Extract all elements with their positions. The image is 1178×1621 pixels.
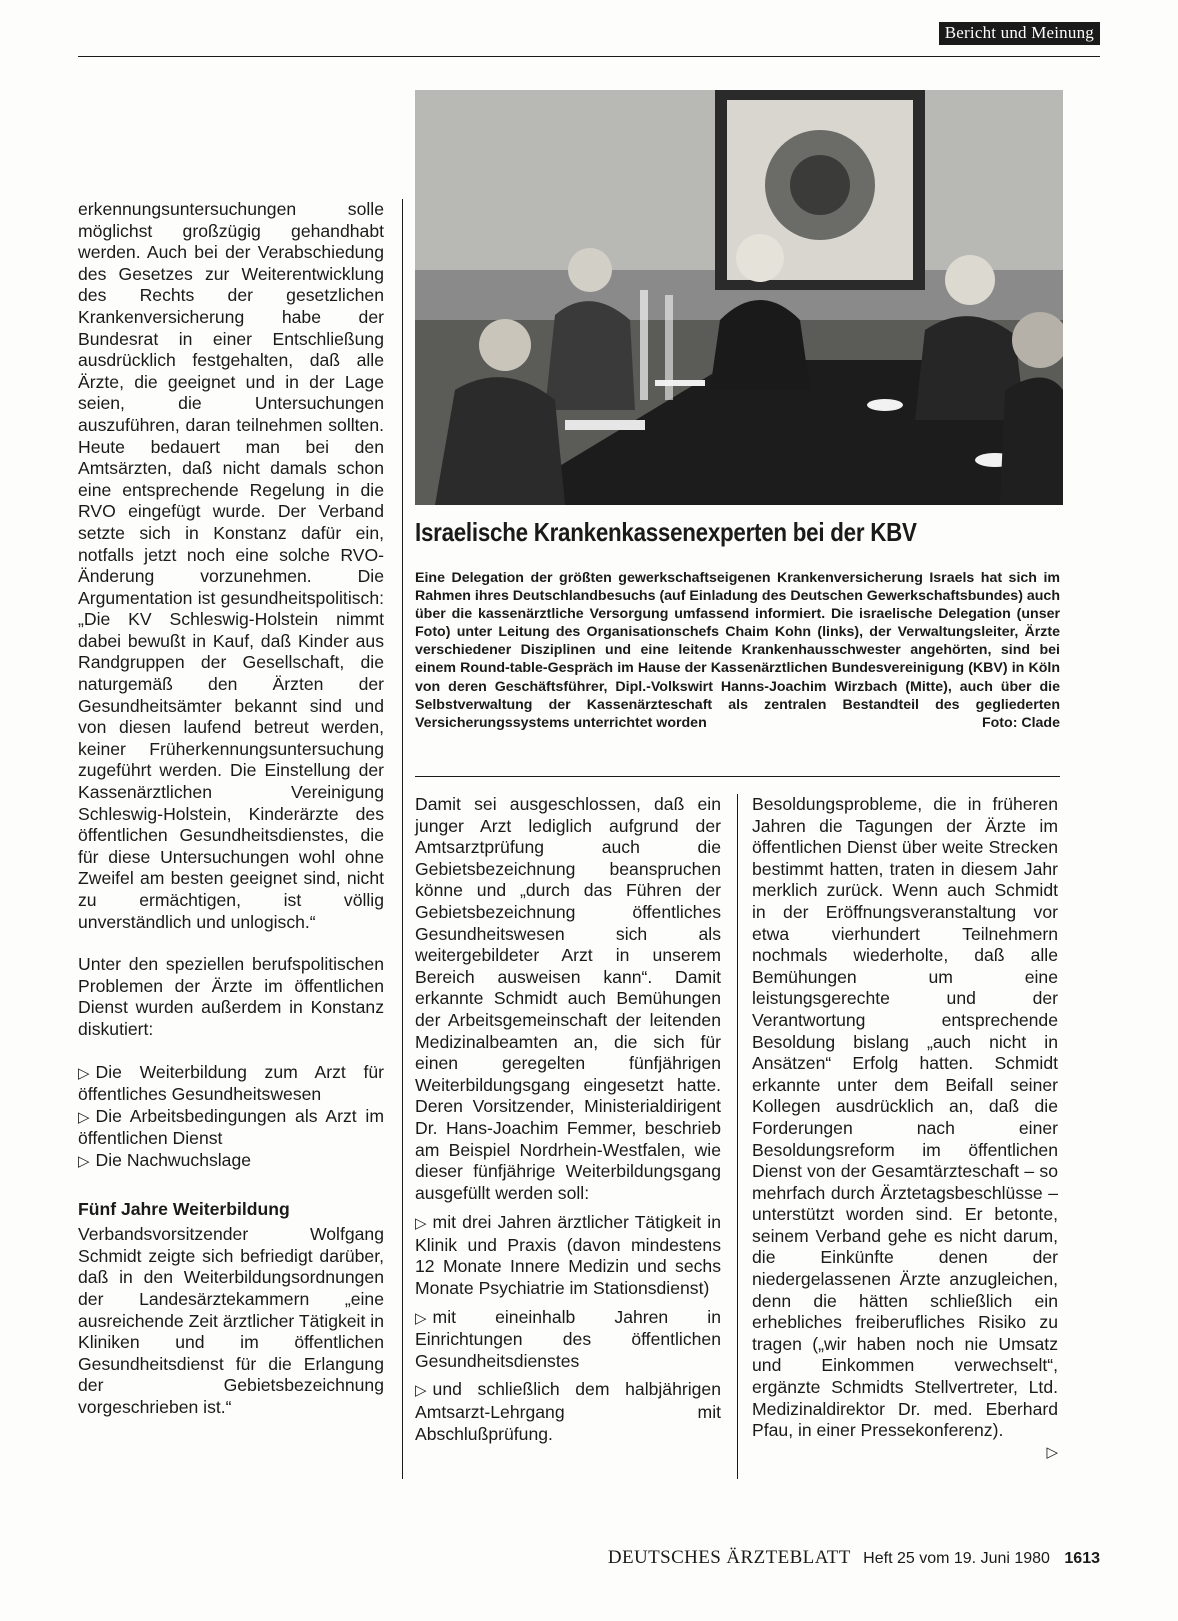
left-bullet-1: ▷ Die Weiterbildung zum Arzt für öffentliches Gesundheitswesen — [78, 1061, 384, 1105]
middle-bullet-3: ▷ und schließlich dem halbjährigen Amtsarzt-Lehrgang mit Abschlußprüfung. — [415, 1379, 721, 1444]
subheading: Fünf Jahre Weiterbildung — [78, 1198, 290, 1219]
photo-headline: Israelische Krankenkassenexperten bei der KBV — [415, 517, 917, 547]
top-rule — [78, 56, 1100, 57]
triangle-bullet-icon: ▷ — [415, 1215, 427, 1233]
left-paragraph-1: erkennungsuntersuchungen solle möglichst großzügig gehandhabt werden. Auch bei der Verabschiedung des Gesetzes zur Weiterentwicklung des Rechts der gesetzlichen Krankenversicherung habe der Bundesrat in einer Entschließung ausdrücklich festgehalten, daß alle Ärzte, die geeignet und in der Lage seien, die Untersuchungen auszuführen, daran teilnehmen sollten. Heute bedauert man bei den Amtsärzten, daß nicht damals schon eine entsprechende Regelung in die RVO eingefügt wurde. Der Verband setzte sich in Konstanz dafür ein, notfalls jetzt noch eine solche RVO-Änderung vorzunehmen. Die Argumentation ist gesundheitspolitisch: „Die KV Schleswig-Holstein nimmt dabei bewußt in Kauf, daß Kinder aus Randgruppen der Gesellschaft, die naturgemäß den Ärzten der Gesundheitsämter bekannt sind und von diesen laufend betreut werden, keiner Früherkennungsuntersuchung zugeführt werden. Die Einstellung der Kassenärztlichen Vereinigung Schleswig-Holstein, Kinderärzte des öffentlichen Gesundheitsdienstes, die für diese Untersuchungen wohl ohne Zweifel am besten geeignet sind, nicht zu ermächtigen, ist völlig unverständlich und unlogisch.“ — [78, 199, 384, 932]
caption-rule — [415, 776, 1060, 777]
left-paragraph-2: Unter den speziellen berufspolitischen Problemen der Ärzte im öffentlichen Dienst wurden außerdem in Konstanz diskutiert: — [78, 954, 384, 1039]
photo-caption — [415, 569, 1060, 732]
photo-illustration-icon — [415, 90, 1063, 505]
section-tag: Bericht und Meinung — [939, 22, 1100, 45]
column-rule-right — [737, 794, 738, 1479]
middle-column — [415, 794, 721, 1452]
left-column — [78, 199, 384, 1439]
triangle-bullet-icon: ▷ — [415, 1309, 427, 1327]
photo-credit: Foto: Clade — [981, 714, 1060, 731]
triangle-bullet-icon: ▷ — [78, 1064, 90, 1082]
right-column — [752, 794, 1058, 1463]
caption-text: Eine Delegation der größten gewerkschaftseigenen Krankenversicherung Israels hat sich im Rahmen ihres Deutschlandbesuchs (auf Einladung des Deutschen Gewerkschaftsbundes) auch über die kassenärztliche Versorgung umfassend informiert. Die israelische Delegation (unser Foto) unter Leitung des Organisationschefs Chaim Kohn (links), der Verwaltungsleiter, Ärzte verschiedener Disziplinen und eine leitende Krankenhausschwester angehörten, sind bei einem Round-table-Gespräch im Hause der Kassenärztlichen Bundesvereinigung (KBV) in Köln von deren Geschäftsführer, Dipl.-Volkswirt Hanns-Joachim Wirzbach (Mitte), auch über die Selbstverwaltung der Kassenärzteschaft als zentralen Bestandteil des gegliederten Versicherungssystems unterrichtet worden — [415, 570, 1060, 731]
middle-paragraph-1: Damit sei ausgeschlossen, daß ein junger Arzt lediglich aufgrund der Amtsarztprüfung auch die Gebietsbezeichnung beanspruchen könne und „durch das Führen der Gebietsbezeichnung öffentliches Gesundheitswesen sich als weitergebildeter Arzt in unserem Bereich ausweisen kann“. Damit erkannte Schmidt auch Bemühungen der Arbeitsgemeinschaft der leitenden Medizinalbeamten an, die sich für einen geregelten fünfjährigen Weiterbildungsgang eingesetzt hatte. Deren Vorsitzender, Ministerialdirigent Dr. Hans-Joachim Femmer, beschrieb am Beispiel Nordrhein-Westfalen, wie dieser fünfjährige Weiterbildungsgang ausgefüllt werden soll: — [415, 794, 721, 1203]
middle-bullet-2: ▷ mit eineinhalb Jahren in Einrichtungen des öffentlichen Gesundheitsdienstes — [415, 1306, 721, 1371]
left-bullet-2: ▷ Die Arbeitsbedingungen als Arzt im öffentlichen Dienst — [78, 1105, 384, 1149]
continue-mark: ▷ — [1046, 1443, 1058, 1461]
meeting-photo — [415, 90, 1063, 505]
issue-info: Heft 25 vom 19. Juni 1980 — [863, 1550, 1050, 1567]
triangle-bullet-icon: ▷ — [78, 1152, 90, 1170]
journal-name: DEUTSCHES ÄRZTEBLATT — [607, 1547, 851, 1568]
triangle-bullet-icon: ▷ — [78, 1108, 90, 1126]
left-paragraph-3: Verbandsvorsitzender Wolfgang Schmidt zeigte sich befriedigt darüber, daß in den Weiterbildungsordnungen der Landesärztekammern „eine ausreichende Zeit ärztlicher Tätigkeit in Kliniken und im öffentlichen Gesundheitsdienst für die Erlangung der Gebietsbezeichnung vorgeschrieben ist.“ — [78, 1224, 384, 1417]
middle-bullet-1: ▷ mit drei Jahren ärztlicher Tätigkeit in Klinik und Praxis (davon mindestens 12 Monate Innere Medizin und sechs Monate Psychiatrie im Stationsdienst) — [415, 1212, 721, 1299]
page-number: 1613 — [1064, 1550, 1100, 1567]
column-rule-left — [402, 199, 403, 1479]
right-paragraph-1: Besoldungsprobleme, die in früheren Jahren die Tagungen der Ärzte im öffentlichen Dienst über weite Strecken bestimmt hatten, traten in diesem Jahr merklich zurück. Wenn auch Schmidt in der Eröffnungsveranstaltung vor etwa vierhundert Teilnehmern nochmals wiederholte, daß alle Bemühungen um eine leistungsgerechte und der Verantwortung entsprechende Besoldung bislang „auch nicht in Ansätzen“ Erfolg hatten. Schmidt erkannte unter dem Beifall seiner Kollegen ausdrücklich an, daß die Forderungen nach einer Besoldungsreform im öffentlichen Dienst von der Gesamtärzteschaft – so mehrfach durch Ärztetagsbeschlüsse – unterstützt worden sind. Er betonte, seinem Verband gehe es nicht darum, die Einkünfte denen der niedergelassenen Ärzte anzugleichen, denn die hätten schließlich ein erhebliches freiberufliches Risiko zu tragen („wir haben noch nie Umsatz und Einkommen verwechselt“, ergänzte Schmidts Stellvertreter, Ltd. Medizinaldirektor Dr. med. Eberhard Pfau, in einer Pressekonferenz). — [752, 794, 1058, 1441]
left-bullet-3: ▷ Die Nachwuchslage — [78, 1150, 384, 1173]
triangle-bullet-icon: ▷ — [415, 1382, 427, 1400]
page-footer — [608, 1547, 1100, 1569]
